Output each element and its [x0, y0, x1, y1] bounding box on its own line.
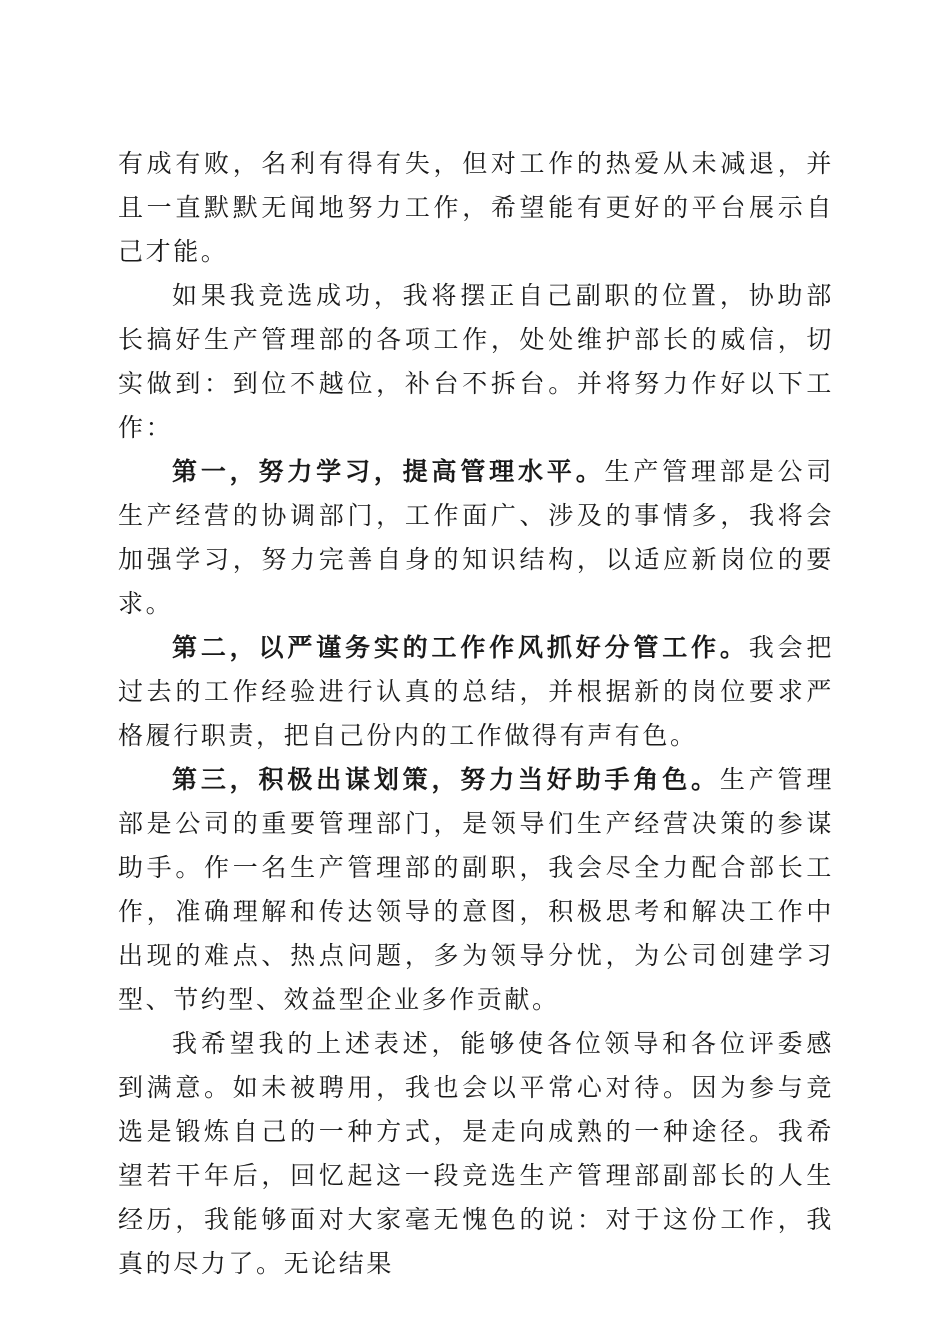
paragraph-3	[118, 450, 834, 626]
paragraph-6	[118, 1022, 834, 1286]
paragraph-6-text: 我希望我的上述表述，能够使各位领导和各位评委感到满意。如未被聘用，我也会以平常心对待。因为参与竞选是锻炼自己的一种方式，是走向成熟的一种途径。我希望若干年后，回忆起这一段竞选生产管理部副部长的人生经历，我能够面对大家毫无愧色的说：对于这份工作，我真的尽力了。无论结果	[118, 1029, 834, 1278]
paragraph-2	[118, 274, 834, 450]
paragraph-4-bold-lead: 第二，以严谨务实的工作作风抓好分管工作。	[172, 633, 749, 662]
paragraph-5-text: 生产管理部是公司的重要管理部门，是领导们生产经营决策的参谋助手。作一名生产管理部的副职，我会尽全力配合部长工作，准确理解和传达领导的意图，积极思考和解决工作中出现的难点、热点问题，多为领导分忧，为公司创建学习型、节约型、效益型企业多作贡献。	[118, 765, 834, 1014]
paragraph-1-text: 有成有败，名利有得有失，但对工作的热爱从未减退，并且一直默默无闻地努力工作，希望能有更好的平台展示自己才能。	[118, 149, 834, 266]
paragraph-1	[118, 142, 834, 274]
document-body	[118, 142, 834, 1286]
paragraph-2-text: 如果我竞选成功，我将摆正自己副职的位置，协助部长搞好生产管理部的各项工作，处处维护部长的威信，切实做到：到位不越位，补台不拆台。并将努力作好以下工作：	[118, 281, 834, 442]
paragraph-4	[118, 626, 834, 758]
paragraph-5	[118, 758, 834, 1022]
paragraph-3-bold-lead: 第一，努力学习，提高管理水平。	[172, 457, 605, 486]
paragraph-5-bold-lead: 第三，积极出谋划策，努力当好助手角色。	[172, 765, 720, 794]
paragraph-3-text: 生产管理部是公司生产经营的协调部门，工作面广、涉及的事情多，我将会加强学习，努力完善自身的知识结构，以适应新岗位的要求。	[118, 457, 834, 618]
paragraph-4-text: 我会把过去的工作经验进行认真的总结，并根据新的岗位要求严格履行职责，把自己份内的工作做得有声有色。	[118, 633, 834, 750]
